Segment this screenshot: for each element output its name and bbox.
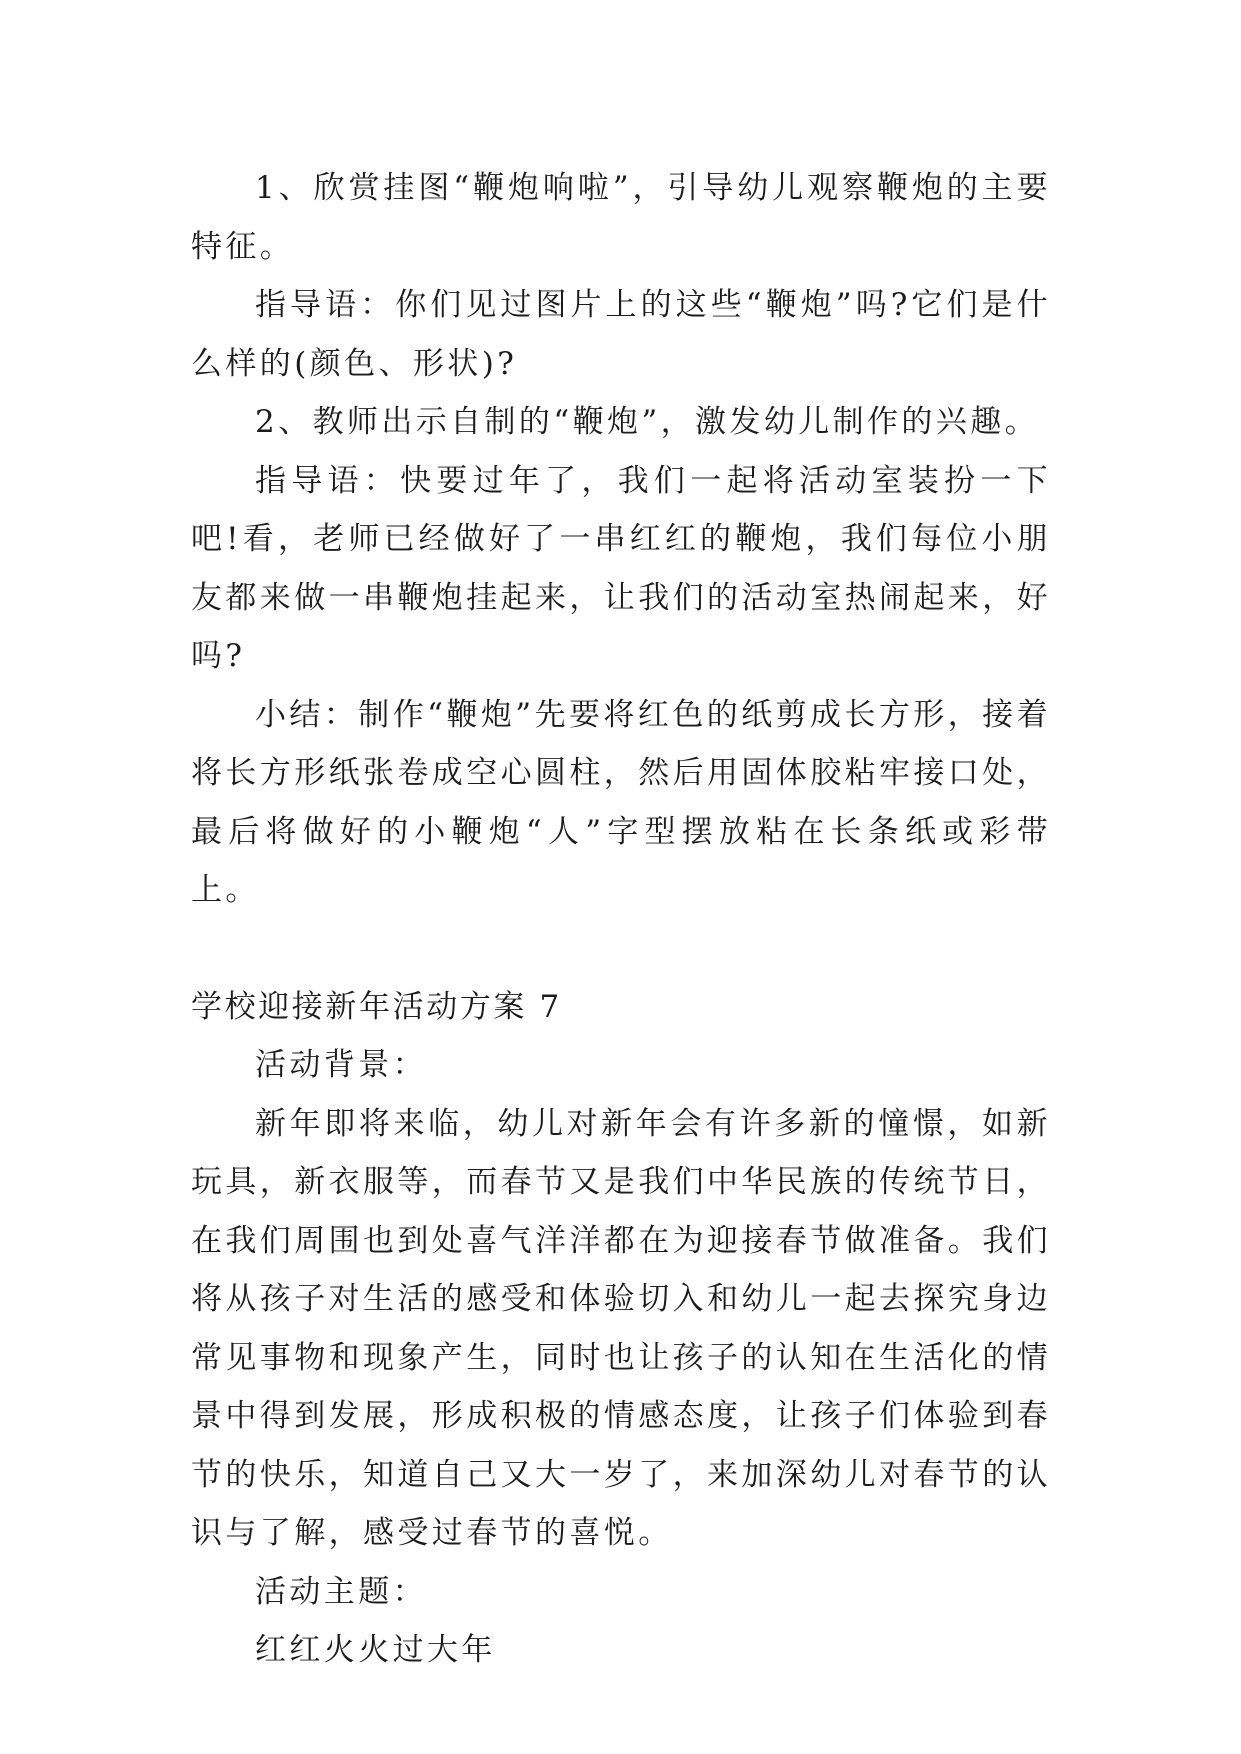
- document-page: [191, 159, 1051, 1680]
- guidance-paragraph-1: 指导语：你们见过图片上的这些“鞭炮”吗?它们是什么样的(颜色、形状)?: [191, 287, 1051, 382]
- theme-paragraph: 红红火火过大年: [255, 1632, 496, 1668]
- theme-label: 活动主题：: [255, 1573, 427, 1610]
- background-paragraph: 新年即将来临，幼儿对新年会有许多新的憧憬，如新玩具，新衣服等，而春节又是我们中华民族的传统节日，在我们周围也到处喜气洋洋都在为迎接春节做准备。我们将从孩子对生活的感受和体验切入和幼儿一起去探究身边常见事物和现象产生，同时也让孩子的认知在生活化的情景中得到发展，形成积极的情感态度，让孩子们体验到春节的快乐，知道自己又大一岁了，来加深幼儿对春节的认识与了解，感受过春节的喜悦。: [191, 1105, 1051, 1551]
- summary-paragraph: 小结：制作“鞭炮”先要将红色的纸剪成长方形，接着将长方形纸张卷成空心圆柱，然后用固体胶粘牢接口处，最后将做好的小鞭炮“人”字型摆放粘在长条纸或彩带上。: [191, 696, 1051, 908]
- step-1-paragraph: 1、欣赏挂图“鞭炮响啦”，引导幼儿观察鞭炮的主要特征。: [191, 170, 1051, 265]
- section-title: 学校迎接新年活动方案 7: [191, 988, 562, 1025]
- guidance-paragraph-2: 指导语：快要过年了，我们一起将活动室装扮一下吧!看，老师已经做好了一串红红的鞭炮，我们每位小朋友都来做一串鞭炮挂起来，让我们的活动室热闹起来，好吗?: [191, 462, 1051, 674]
- background-label: 活动背景：: [255, 1047, 427, 1083]
- step-2-paragraph: 2、教师出示自制的“鞭炮”，激发幼儿制作的兴趣。: [255, 404, 1040, 440]
